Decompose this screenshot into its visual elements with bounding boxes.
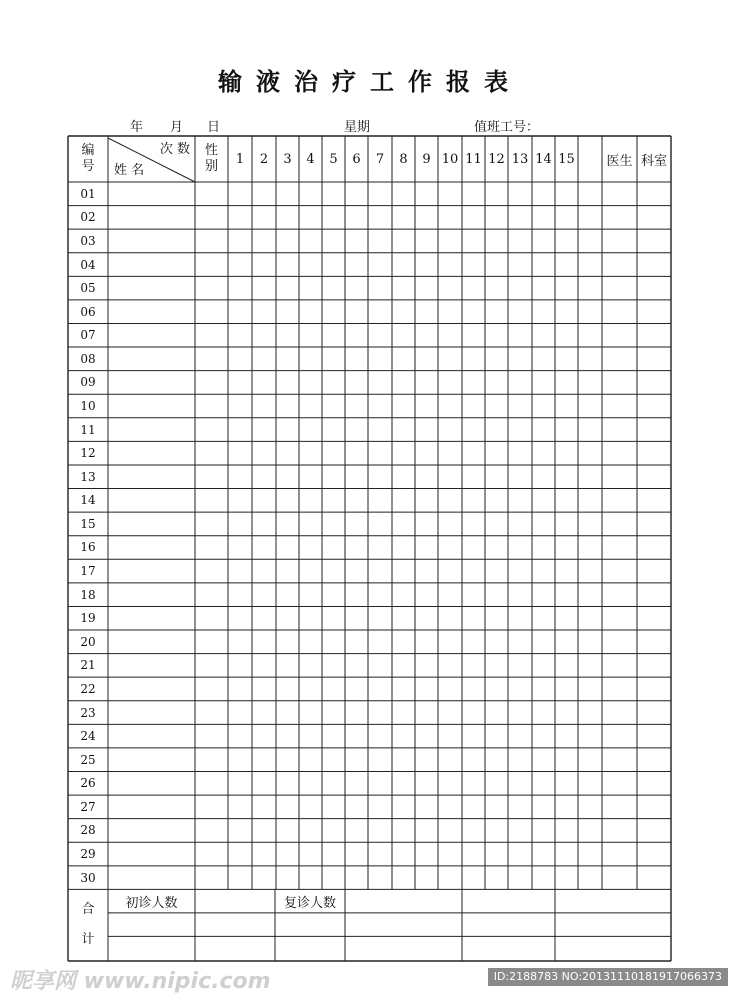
header-name-label: 姓 名	[114, 163, 145, 178]
header-sex	[195, 136, 228, 182]
header-sex-char-2: 别	[204, 159, 218, 174]
header-col-10: 10	[441, 151, 459, 167]
header-name	[114, 156, 184, 178]
row-number: 27	[80, 799, 96, 814]
row-number: 30	[80, 870, 96, 885]
header-col-12: 12	[488, 151, 505, 167]
header-col-7: 7	[375, 151, 385, 167]
row-number: 01	[80, 186, 96, 201]
header-col-13: 13	[511, 151, 529, 167]
month-label: 月	[170, 120, 184, 135]
row-number: 14	[80, 493, 96, 508]
header-doctor: 医生	[606, 153, 633, 169]
total-label-char-1: 合	[81, 902, 95, 918]
row-number: 29	[80, 847, 96, 862]
row-number: 26	[80, 776, 96, 791]
return-visit-label: 复诊人数	[283, 895, 336, 911]
row-number: 17	[80, 564, 96, 579]
header-col-14: 14	[535, 151, 552, 167]
row-number: 20	[80, 634, 96, 649]
day-label: 日	[207, 120, 221, 135]
header-number-char-1: 编	[81, 143, 95, 158]
header-col-5: 5	[329, 151, 338, 167]
header-number	[68, 136, 108, 182]
header-dept: 科室	[640, 153, 667, 169]
row-number: 28	[80, 823, 96, 838]
row-number: 08	[80, 351, 96, 366]
header-col-6: 6	[352, 151, 361, 167]
row-number: 24	[80, 729, 96, 744]
row-number: 23	[80, 705, 96, 720]
header-count-label: 次 数	[159, 142, 190, 157]
header-col-blank	[578, 136, 602, 182]
header-col-1: 1	[235, 151, 245, 167]
row-number: 15	[80, 516, 96, 531]
row-number: 25	[80, 752, 96, 767]
weekday-label: 星期	[344, 120, 371, 135]
row-number: 09	[80, 375, 96, 390]
header-col-3: 3	[283, 151, 292, 167]
header-col-15: 15	[558, 151, 575, 167]
row-number: 18	[80, 587, 96, 602]
row-number: 03	[80, 233, 96, 248]
header-col-11: 11	[465, 151, 482, 167]
row-number: 05	[80, 281, 96, 296]
header-col-8: 8	[399, 151, 408, 167]
watermark-logo: 昵享网 www.nipic.com	[10, 969, 271, 994]
row-number: 13	[80, 469, 96, 484]
row-number: 02	[80, 210, 96, 225]
year-label: 年	[130, 120, 144, 135]
header-col-2: 2	[259, 151, 269, 167]
header-number-char-2: 号	[81, 159, 95, 174]
total-label-char-2: 计	[81, 932, 95, 948]
first-visit-label: 初诊人数	[125, 895, 178, 911]
row-number: 22	[80, 681, 96, 696]
row-number: 10	[80, 399, 96, 413]
watermark-id: ID:2188783 NO:20131110181917066373	[488, 968, 728, 986]
row-number: 04	[80, 257, 96, 272]
row-number: 07	[80, 328, 96, 343]
total-label	[68, 889, 108, 961]
duty-number-label: 值班工号：	[474, 120, 540, 135]
row-number: 16	[80, 540, 96, 555]
row-number: 21	[80, 658, 96, 673]
row-number: 19	[80, 611, 96, 626]
header-sex-char-1: 性	[204, 143, 218, 158]
watermark-bar	[0, 962, 740, 993]
row-number: 06	[80, 304, 96, 319]
header-col-4: 4	[306, 151, 315, 167]
page-title: 输液治疗工作报表	[218, 68, 522, 96]
header-col-9: 9	[422, 151, 431, 167]
row-number: 12	[80, 446, 96, 461]
row-number: 11	[80, 422, 96, 437]
